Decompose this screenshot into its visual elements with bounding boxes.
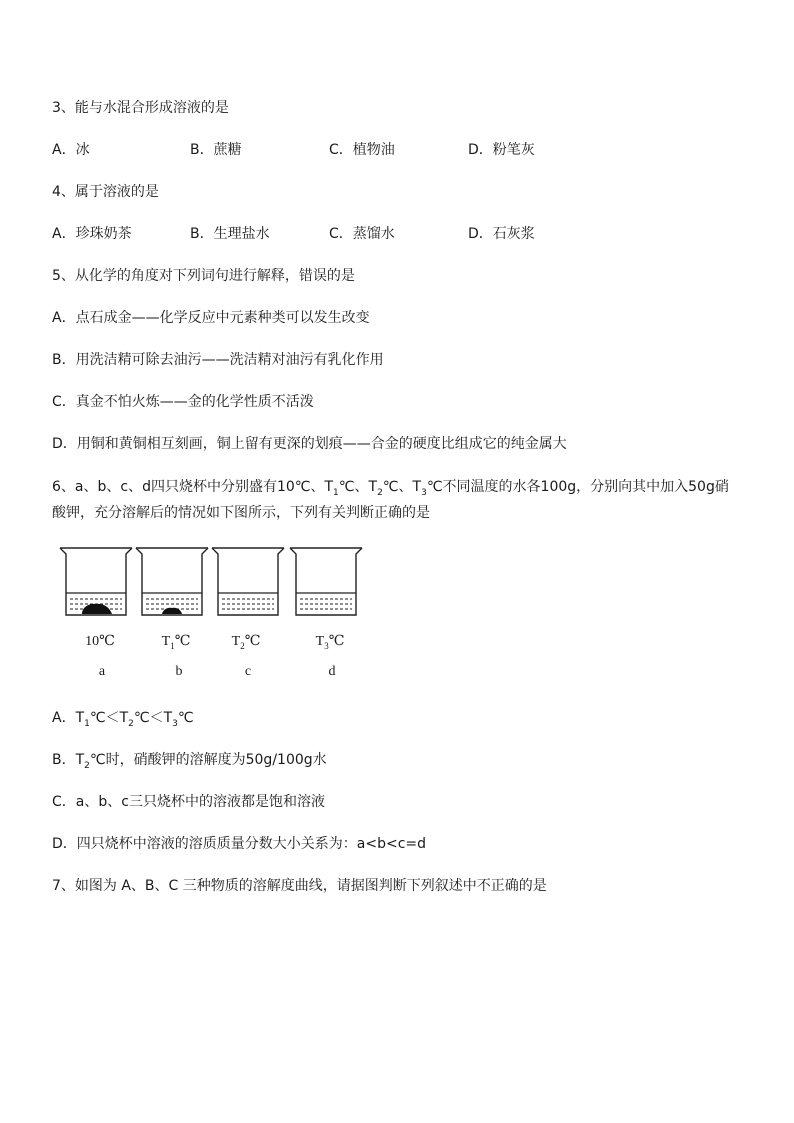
q3-option-a: A．冰 [52,142,90,158]
q6-stem-line2: 酸钾，充分溶解后的情况如下图所示，下列有关判断正确的是 [52,505,430,521]
q5-stem: 5、从化学的角度对下列词句进行解释，错误的是 [52,268,355,284]
q6-option-a: A．$T_1℃<T_2℃<T_3℃$ [52,710,194,729]
q6-stem-line1: 6、a、b、c、d四只烧杯中分别盛有10℃、$T_1℃$、$T_2℃$、$T_3℃$不同温度的水各100g，分别向其中加入50g硝 [52,479,729,498]
q6-option-d: D．四只烧杯中溶液的溶质质量分数大小关系为：a<b<c=d [52,836,427,852]
q3-option-b: B．蔗糖 [190,142,242,158]
beaker-letter-a: a [98,664,106,679]
q5-option-a: A．点石成金——化学反应中元素种类可以发生改变 [52,310,370,326]
q3-option-d: D．粉笔灰 [468,142,535,158]
q7-stem: 7、如图为 A、B、C 三种物质的溶解度曲线，请据图判断下列叙述中不正确的是 [52,878,547,894]
q3-stem: 3、能与水混合形成溶液的是 [52,100,229,116]
beaker-temp-c: $T_2℃$ [231,634,261,651]
q5-option-c: C．真金不怕火炼——金的化学性质不活泼 [52,394,314,410]
q4-option-c: C．蒸馏水 [329,226,395,242]
beaker-d [290,548,362,615]
beaker-letter-b: b [175,664,183,679]
beaker-temp-b: $T_1℃$ [161,634,191,651]
beaker-c [212,548,284,615]
beaker-b [136,548,208,615]
q4-option-d: D．石灰浆 [468,226,535,242]
q3-option-c: C．植物油 [329,142,395,158]
beaker-letter-d: d [328,664,336,679]
q4-stem: 4、属于溶液的是 [52,184,159,200]
q5-option-b: B．用洗洁精可除去油污——洗洁精对油污有乳化作用 [52,352,384,368]
beaker-a [60,548,132,615]
q4-option-a: A．珍珠奶茶 [52,226,132,242]
q6-option-b: B．$T_2℃$时，硝酸钾的溶解度为50g/100g水 [52,752,327,771]
beaker-letter-c: c [244,664,252,679]
q4-option-b: B．生理盐水 [190,226,270,242]
beaker-temp-d: $T_3℃$ [315,634,345,651]
beaker-temp-a: 10℃ [85,634,115,649]
undissolved-solid-a [82,604,112,614]
q6-option-c: C．a、b、c三只烧杯中的溶液都是饱和溶液 [52,794,325,810]
beakers-figure [52,545,372,620]
q5-option-d: D．用铜和黄铜相互刻画，铜上留有更深的划痕——合金的硬度比组成它的纯金属大 [52,436,567,452]
